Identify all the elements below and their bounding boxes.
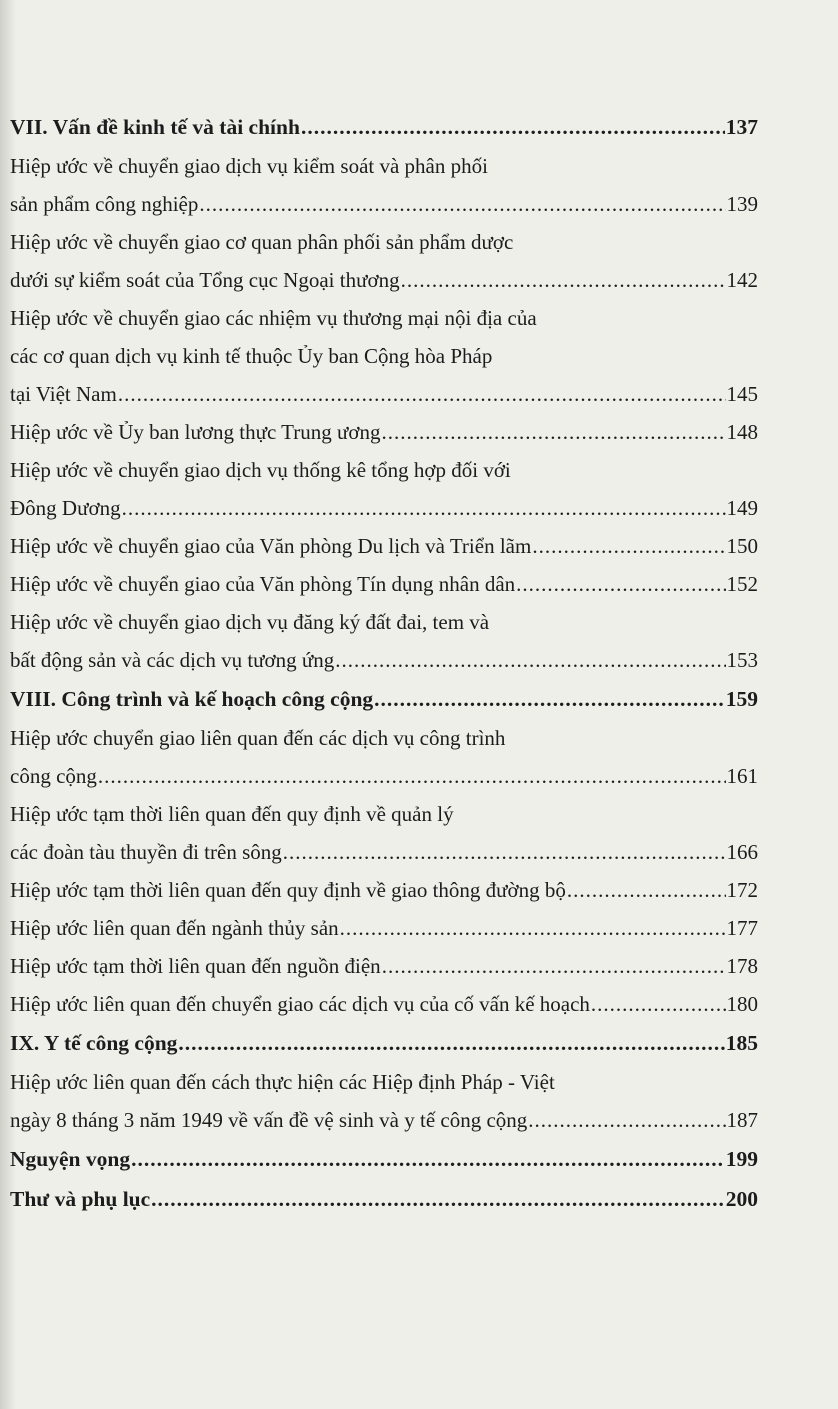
dot-leader bbox=[382, 947, 726, 985]
toc-entry-line bbox=[10, 985, 758, 1023]
dot-leader bbox=[516, 565, 725, 603]
toc-entry-title: Hiệp ước chuyển giao liên quan đến các dịch vụ công trình bbox=[10, 726, 506, 750]
toc-page-number: 200 bbox=[725, 1187, 758, 1211]
toc-entry-line bbox=[10, 185, 758, 223]
toc-entry-line bbox=[10, 375, 758, 413]
toc-entry bbox=[10, 147, 758, 223]
dot-leader bbox=[98, 757, 726, 795]
toc-entry-title: sản phẩm công nghiệp bbox=[10, 192, 199, 216]
dot-leader bbox=[178, 1023, 724, 1063]
toc-entry-title: VII. Vấn đề kinh tế và tài chính bbox=[10, 115, 300, 139]
dot-leader bbox=[151, 1179, 725, 1219]
dot-leader bbox=[528, 1101, 725, 1139]
toc-entry-title: Hiệp ước liên quan đến ngành thủy sản bbox=[10, 916, 339, 940]
toc-page-number: 145 bbox=[726, 382, 758, 406]
dot-leader bbox=[340, 909, 726, 947]
toc-entry-line bbox=[10, 527, 758, 565]
toc-entry-line bbox=[10, 795, 758, 833]
toc-entry-title: các đoàn tàu thuyền đi trên sông bbox=[10, 840, 282, 864]
toc-entry-title: Hiệp ước tạm thời liên quan đến nguồn điện bbox=[10, 954, 381, 978]
toc-page-number: 187 bbox=[726, 1108, 758, 1132]
toc-page-number: 137 bbox=[725, 115, 758, 139]
toc-entry-title: Hiệp ước tạm thời liên quan đến quy định về giao thông đường bộ bbox=[10, 878, 566, 902]
toc-entry-line bbox=[10, 603, 758, 641]
dot-leader bbox=[131, 1139, 725, 1179]
toc-section-heading bbox=[10, 1139, 758, 1179]
dot-leader bbox=[335, 641, 725, 679]
toc-page-number: 159 bbox=[725, 687, 758, 711]
toc-entry-title: Hiệp ước về chuyển giao dịch vụ thống kê tổng hợp đối với bbox=[10, 458, 511, 482]
toc-entry-title: dưới sự kiểm soát của Tổng cục Ngoại thương bbox=[10, 268, 400, 292]
toc-page-number: 178 bbox=[726, 954, 758, 978]
toc-entry-line bbox=[10, 299, 758, 337]
toc-entry-title: Hiệp ước về chuyển giao các nhiệm vụ thương mại nội địa của bbox=[10, 306, 537, 330]
toc-page-number: 153 bbox=[726, 648, 758, 672]
toc-page-number: 166 bbox=[726, 840, 758, 864]
toc-page-number: 199 bbox=[725, 1147, 758, 1171]
toc-entry-line bbox=[10, 1063, 758, 1101]
toc-entry-title: các cơ quan dịch vụ kinh tế thuộc Ủy ban Cộng hòa Pháp bbox=[10, 344, 493, 368]
toc-page-number: 139 bbox=[726, 192, 758, 216]
toc-entry-title: Hiệp ước về chuyển giao cơ quan phân phối sản phẩm dược bbox=[10, 230, 514, 254]
toc-entry bbox=[10, 909, 758, 947]
toc-page-number: 150 bbox=[726, 534, 758, 558]
toc-entry-title: IX. Y tế công cộng bbox=[10, 1031, 178, 1055]
toc-entry-title: tại Việt Nam bbox=[10, 382, 117, 406]
toc-entry-line bbox=[10, 871, 758, 909]
toc-page-number: 180 bbox=[726, 992, 758, 1016]
toc-entry-line bbox=[10, 1139, 758, 1179]
dot-leader bbox=[401, 261, 726, 299]
toc-entry-line bbox=[10, 947, 758, 985]
toc-entry-title: Hiệp ước tạm thời liên quan đến quy định về quản lý bbox=[10, 802, 454, 826]
toc-page-number: 185 bbox=[725, 1031, 758, 1055]
toc-entry-title: công cộng bbox=[10, 764, 97, 788]
toc-entry bbox=[10, 603, 758, 679]
toc-entry bbox=[10, 719, 758, 795]
toc-entry-title: Hiệp ước về chuyển giao của Văn phòng Du lịch và Triển lãm bbox=[10, 534, 532, 558]
toc-entry bbox=[10, 1063, 758, 1139]
toc-entry-line bbox=[10, 147, 758, 185]
toc-entry bbox=[10, 451, 758, 527]
toc-page-number: 152 bbox=[726, 572, 758, 596]
toc-entry-title: VIII. Công trình và kế hoạch công cộng bbox=[10, 687, 374, 711]
toc-entry-line bbox=[10, 223, 758, 261]
toc-entry-title: Thư và phụ lục bbox=[10, 1187, 151, 1211]
toc-page-number: 148 bbox=[726, 420, 758, 444]
toc-entry bbox=[10, 795, 758, 871]
toc-entry-line bbox=[10, 565, 758, 603]
toc-entry-line bbox=[10, 679, 758, 719]
toc-entry bbox=[10, 947, 758, 985]
toc-entry-line bbox=[10, 1023, 758, 1063]
toc-entry bbox=[10, 527, 758, 565]
toc-entry-title: ngày 8 tháng 3 năm 1949 về vấn đề vệ sinh và y tế công cộng bbox=[10, 1108, 528, 1132]
toc-entry-title: Đông Dương bbox=[10, 496, 121, 520]
toc-entry-title: Hiệp ước về Ủy ban lương thực Trung ương bbox=[10, 420, 381, 444]
dot-leader bbox=[199, 185, 725, 223]
dot-leader bbox=[381, 413, 725, 451]
toc-entry-title: Hiệp ước liên quan đến chuyển giao các dịch vụ của cố vấn kế hoạch bbox=[10, 992, 590, 1016]
toc-entry-line bbox=[10, 337, 758, 375]
toc-page-number: 172 bbox=[726, 878, 758, 902]
dot-leader bbox=[591, 985, 726, 1023]
toc-entry bbox=[10, 223, 758, 299]
toc-entry-title: Hiệp ước liên quan đến cách thực hiện các Hiệp định Pháp - Việt bbox=[10, 1070, 555, 1094]
dot-leader bbox=[283, 833, 726, 871]
toc-section-heading bbox=[10, 1023, 758, 1063]
toc-page-number: 142 bbox=[726, 268, 758, 292]
toc-entry-line bbox=[10, 833, 758, 871]
toc-entry-line bbox=[10, 107, 758, 147]
toc-entry-line bbox=[10, 489, 758, 527]
toc-entry-title: Hiệp ước về chuyển giao của Văn phòng Tín dụng nhân dân bbox=[10, 572, 516, 596]
toc-entry-line bbox=[10, 909, 758, 947]
dot-leader bbox=[118, 375, 726, 413]
toc-entry bbox=[10, 871, 758, 909]
toc-entry-line bbox=[10, 413, 758, 451]
toc-entry-title: Nguyện vọng bbox=[10, 1147, 131, 1171]
dot-leader bbox=[374, 679, 725, 719]
toc-section-heading bbox=[10, 1179, 758, 1219]
dot-leader bbox=[122, 489, 726, 527]
dot-leader bbox=[567, 871, 726, 909]
dot-leader bbox=[532, 527, 725, 565]
toc-entry-line bbox=[10, 641, 758, 679]
toc-entry bbox=[10, 985, 758, 1023]
toc-entry bbox=[10, 299, 758, 413]
toc-entry-title: Hiệp ước về chuyển giao dịch vụ đăng ký đất đai, tem và bbox=[10, 610, 490, 634]
toc-entry-title: bất động sản và các dịch vụ tương ứng bbox=[10, 648, 335, 672]
toc-entry-line bbox=[10, 719, 758, 757]
table-of-contents bbox=[10, 107, 758, 1219]
toc-section-heading bbox=[10, 679, 758, 719]
toc-section-heading bbox=[10, 107, 758, 147]
toc-entry-title: Hiệp ước về chuyển giao dịch vụ kiểm soát và phân phối bbox=[10, 154, 488, 178]
toc-entry-line bbox=[10, 1101, 758, 1139]
toc-entry-line bbox=[10, 1179, 758, 1219]
toc-page-number: 161 bbox=[726, 764, 758, 788]
toc-entry bbox=[10, 565, 758, 603]
toc-entry-line bbox=[10, 757, 758, 795]
toc-page-number: 177 bbox=[726, 916, 758, 940]
toc-entry-line bbox=[10, 261, 758, 299]
toc-entry bbox=[10, 413, 758, 451]
toc-entry-line bbox=[10, 451, 758, 489]
dot-leader bbox=[301, 107, 725, 147]
toc-page-number: 149 bbox=[726, 496, 758, 520]
